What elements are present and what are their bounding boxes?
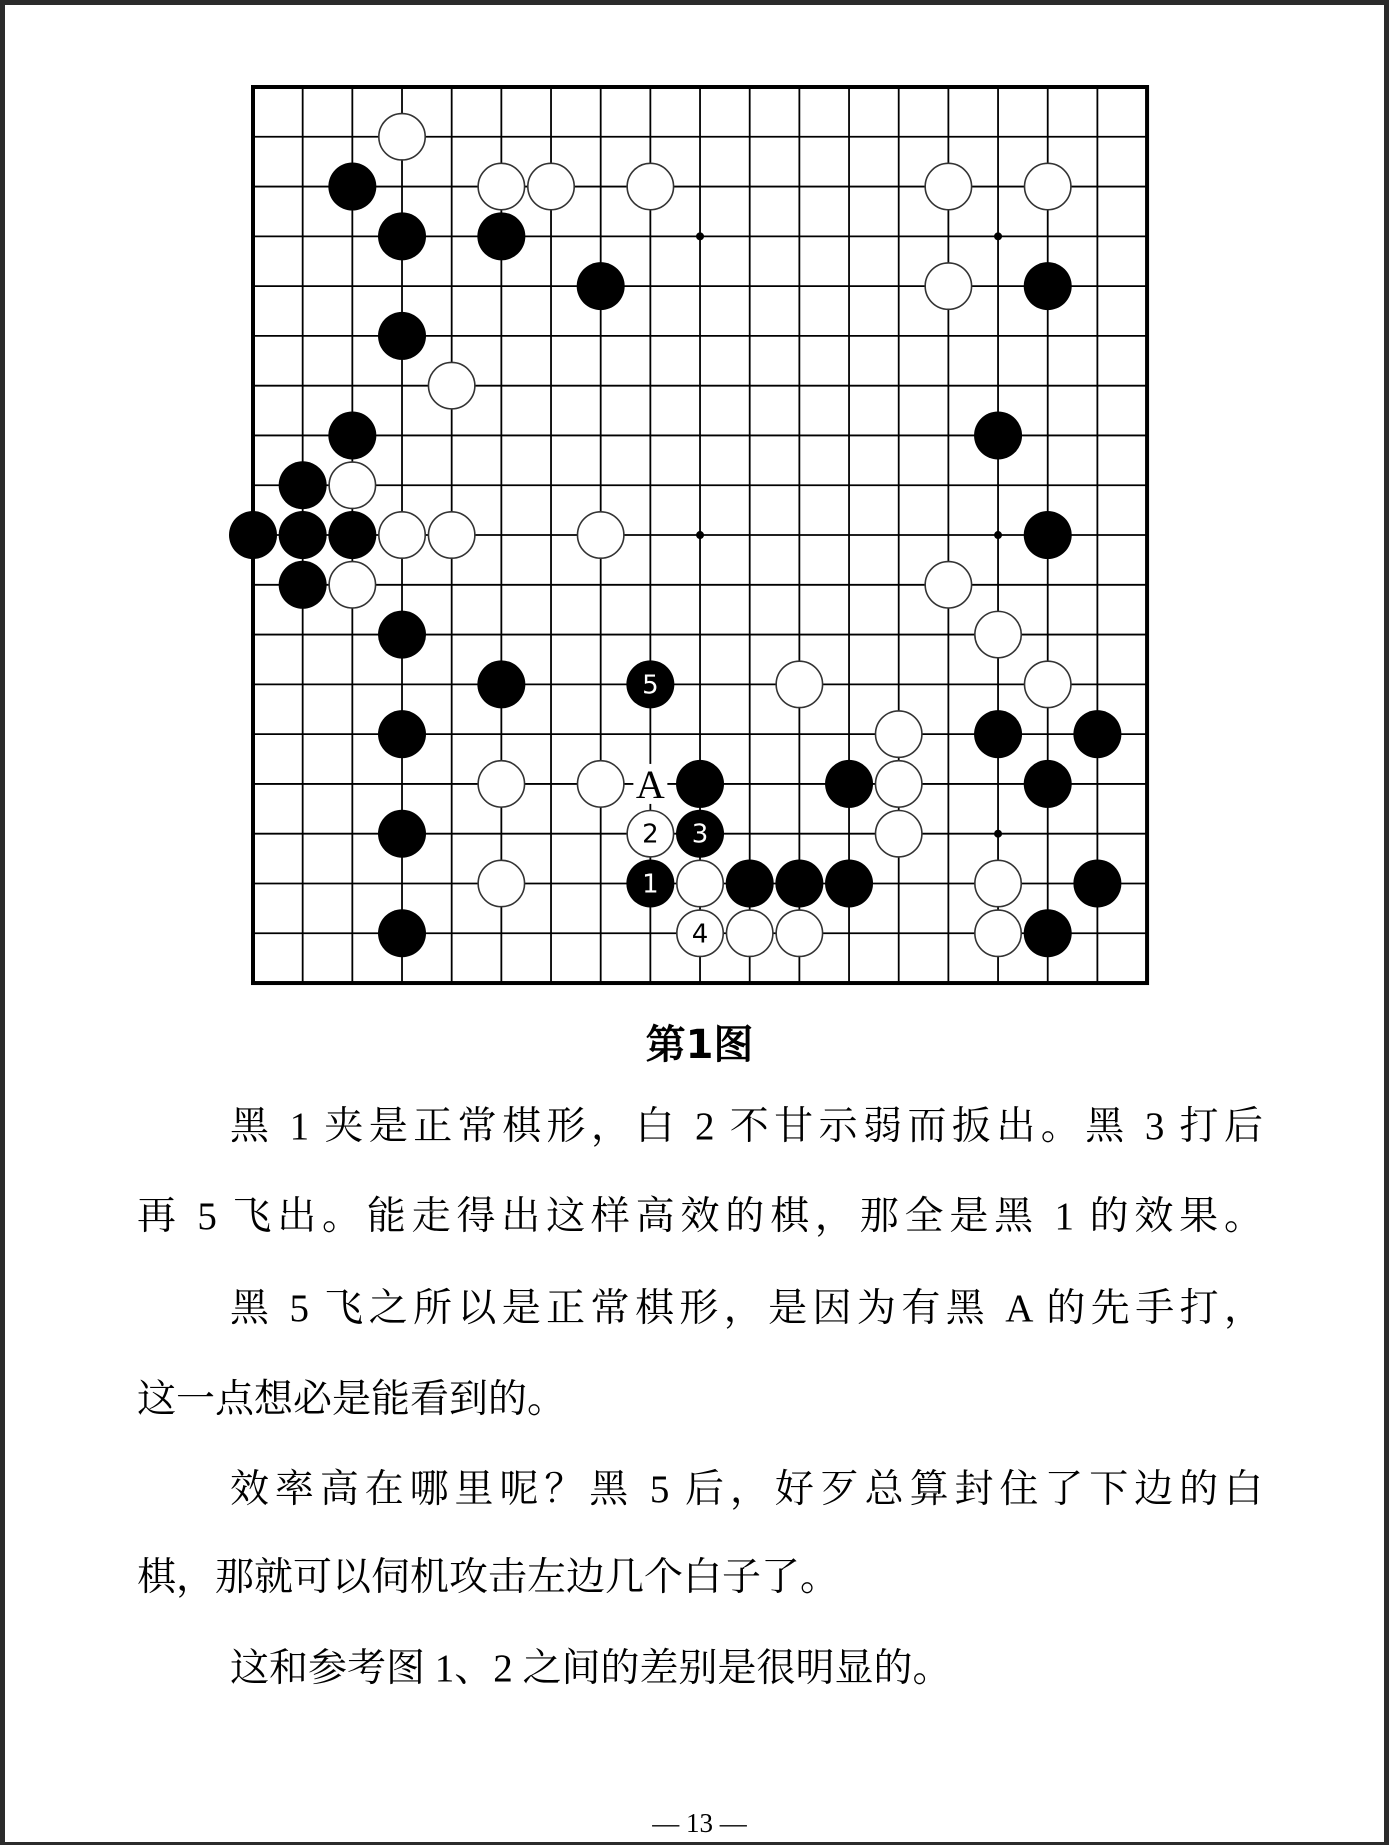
- page-number: — 13 —: [652, 1808, 747, 1838]
- star-point: [696, 531, 704, 539]
- black-stone: [378, 212, 426, 260]
- body-line-2: 再 5 飞出。能走得出这样高效的棋，那全是黑 1 的效果。: [137, 1195, 1263, 1238]
- white-stone: [428, 512, 474, 558]
- white-stone: [776, 661, 822, 707]
- white-stone: [379, 114, 425, 160]
- white-stone: [1025, 661, 1071, 707]
- white-stone: [329, 462, 375, 508]
- star-point: [994, 830, 1002, 838]
- black-stone: [279, 511, 327, 559]
- white-stone: [876, 761, 922, 807]
- white-stone: [577, 512, 623, 558]
- white-stone: [478, 860, 524, 906]
- move-number-label: 3: [691, 819, 709, 850]
- black-stone: [676, 760, 724, 808]
- white-stone: [876, 711, 922, 757]
- black-stone: [378, 909, 426, 957]
- white-stone: [925, 562, 971, 608]
- white-stone: [776, 910, 822, 956]
- white-stone: [677, 860, 723, 906]
- black-stone: [378, 611, 426, 659]
- white-stone: [478, 761, 524, 807]
- white-stone: [727, 910, 773, 956]
- black-stone: [328, 163, 376, 211]
- black-stone: [974, 710, 1022, 758]
- white-stone: [379, 512, 425, 558]
- star-point: [696, 232, 704, 240]
- body-line-4: 这一点想必是能看到的。: [137, 1378, 567, 1421]
- black-stone: [825, 859, 873, 907]
- body-line-5: 效率高在哪里呢？黑 5 后，好歹总算封住了下边的白: [230, 1468, 1263, 1511]
- white-stone: [1025, 163, 1071, 209]
- white-stone: [627, 163, 673, 209]
- black-stone: [378, 810, 426, 858]
- white-stone: [975, 860, 1021, 906]
- black-stone: [1024, 760, 1072, 808]
- white-stone: [975, 611, 1021, 657]
- black-stone: [577, 262, 625, 310]
- black-stone: [974, 411, 1022, 459]
- white-stone: [428, 362, 474, 408]
- move-number-label: 5: [642, 670, 659, 701]
- white-stone: [577, 761, 623, 807]
- body-line-6: 棋，那就可以伺机攻击左边几个白子了。: [137, 1556, 840, 1599]
- black-stone: [477, 660, 525, 708]
- go-board: [5, 5, 1389, 1005]
- star-point: [994, 232, 1002, 240]
- black-stone: [1073, 859, 1121, 907]
- black-stone: [726, 859, 774, 907]
- black-stone: [378, 710, 426, 758]
- go-board-diagram: [5, 5, 1389, 1005]
- black-stone: [1024, 511, 1072, 559]
- black-stone: [279, 461, 327, 509]
- move-number-label: 2: [642, 819, 659, 850]
- black-stone: [1024, 262, 1072, 310]
- move-number-label: 1: [642, 869, 659, 900]
- white-stone: [528, 163, 574, 209]
- body-line-7: 这和参考图 1、2 之间的差别是很明显的。: [230, 1647, 952, 1690]
- white-stone: [876, 811, 922, 857]
- black-stone: [328, 511, 376, 559]
- white-stone: [975, 910, 1021, 956]
- black-stone: [1073, 710, 1121, 758]
- figure-caption: 第1图: [645, 1022, 754, 1068]
- white-stone: [478, 163, 524, 209]
- move-number-label: 4: [691, 919, 709, 950]
- letter-mark-A: A: [635, 761, 665, 807]
- black-stone: [1024, 909, 1072, 957]
- black-stone: [378, 312, 426, 360]
- star-point: [994, 531, 1002, 539]
- black-stone: [775, 859, 823, 907]
- black-stone: [477, 212, 525, 260]
- black-stone: [328, 411, 376, 459]
- white-stone: [329, 562, 375, 608]
- black-stone: [279, 561, 327, 609]
- white-stone: [925, 263, 971, 309]
- black-stone: [229, 511, 277, 559]
- body-line-3: 黑 5 飞之所以是正常棋形，是因为有黑 A 的先手打，: [230, 1287, 1263, 1330]
- white-stone: [925, 163, 971, 209]
- black-stone: [825, 760, 873, 808]
- body-line-1: 黑 1 夹是正常棋形，白 2 不甘示弱而扳出。黑 3 打后: [230, 1105, 1263, 1148]
